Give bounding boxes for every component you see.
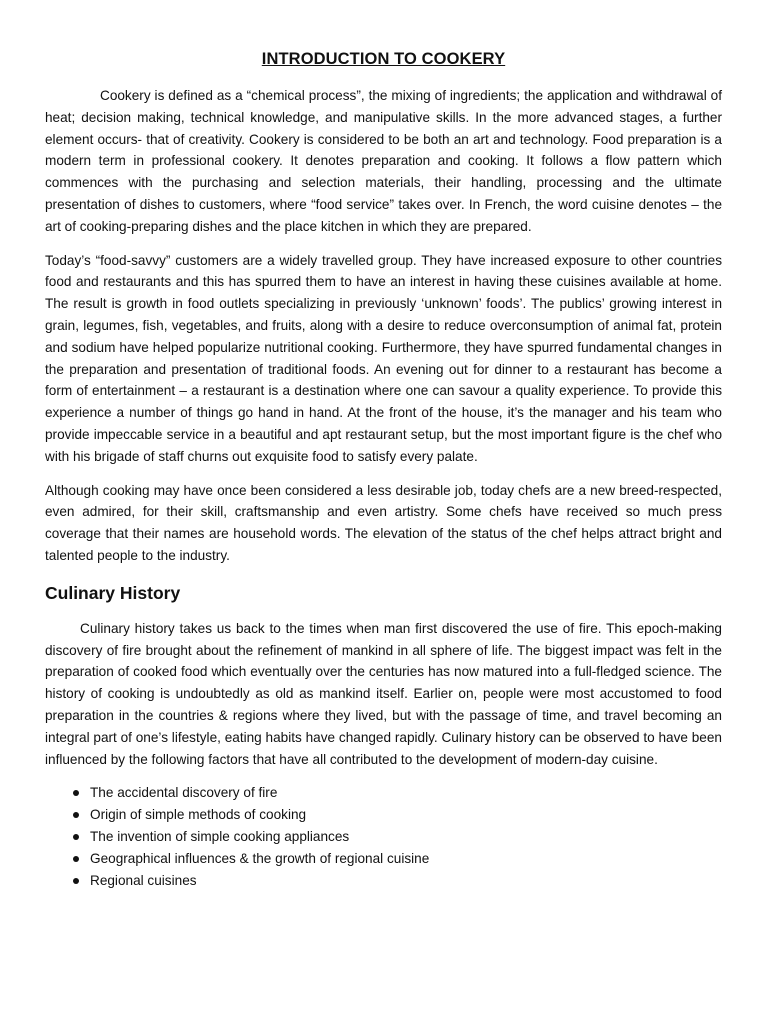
bullet-icon [73, 878, 79, 884]
intro-paragraph-3: Although cooking may have once been considered a less desirable job, today chefs are a new breed-respected, even admired, for their skill, craftsmanship and even artistry. Some chefs have received so much press coverage that their names are household words. The elevation of the status of the chef helps attract bright and talented people to the industry. [45, 482, 722, 563]
section-heading-culinary-history: Culinary History [45, 582, 181, 603]
bullet-icon [73, 856, 79, 862]
bullet-icon [73, 790, 79, 796]
document-page [45, 48, 722, 891]
list-item [90, 870, 722, 892]
culinary-history-paragraph: Culinary history takes us back to the times when man first discovered the use of fire. This epoch-making discovery of fire brought about the refinement of mankind in all sphere of life. The biggest impact was felt in the preparation of cooked food which eventually over the centuries has now matured into a full-fledged science. The history of cooking is undoubtedly as old as mankind itself. Earlier on, people were most accustomed to food preparation in the countries & regions where they lived, but with the passage of time, and travel becoming an integral part of one’s lifestyle, eating habits have changed rapidly. Culinary history can be observed to have been influenced by the following factors that have all contributed to the development of modern-day cuisine. [45, 620, 722, 767]
bullet-icon [73, 812, 79, 818]
list-item [90, 782, 722, 804]
document-title: INTRODUCTION TO COOKERY [261, 50, 506, 68]
list-item-text: Regional cuisines [90, 872, 197, 888]
intro-paragraph-1: Cookery is defined as a “chemical process”, the mixing of ingredients; the application and withdrawal of heat; decision making, technical knowledge, and manipulative skills. In the more advanced stages, a further element occurs- that of creativity. Cookery is considered to be both an art and technology. Food preparation is a modern term in professional cookery. It denotes preparation and cooking. It follows a flow pattern which commences with the purchasing and selection materials, their handling, processing and the ultimate presentation of dishes to customers, where “food service” takes over. In French, the word cuisine denotes – the art of cooking-preparing dishes and the place kitchen in which they are prepared. [45, 88, 722, 234]
factors-list [45, 782, 722, 891]
list-item [90, 826, 722, 848]
list-item-text: Geographical influences & the growth of regional cuisine [90, 850, 430, 866]
list-item [90, 804, 722, 826]
list-item [90, 848, 722, 870]
list-item-text: The invention of simple cooking appliances [90, 828, 350, 844]
intro-paragraph-2: Today’s “food-savvy” customers are a widely travelled group. They have increased exposure to other countries food and restaurants and this has spurred them to have an interest in having these cuisines available at home. The result is growth in food outlets specializing in previously ‘unknown’ foods’. The publics’ growing interest in grain, legumes, fish, vegetables, and fruits, along with a desire to reduce overconsumption of animal fat, protein and sodium have helped popularize nutritional cooking. Furthermore, they have spurred fundamental changes in the preparation and presentation of traditional foods. An evening out for dinner to a restaurant has become a form of entertainment – a restaurant is a destination where one can savour a quality experience. To provide this experience a number of things go hand in hand. At the front of the house, it’s the manager and his team who provide impeccable service in a beautiful and apt restaurant setup, but the most important figure is the chef who with his brigade of staff churns out exquisite food to satisfy every palate. [45, 252, 722, 464]
list-item-text: The accidental discovery of fire [90, 785, 278, 801]
list-item-text: Origin of simple methods of cooking [90, 807, 307, 823]
bullet-icon [73, 834, 79, 840]
